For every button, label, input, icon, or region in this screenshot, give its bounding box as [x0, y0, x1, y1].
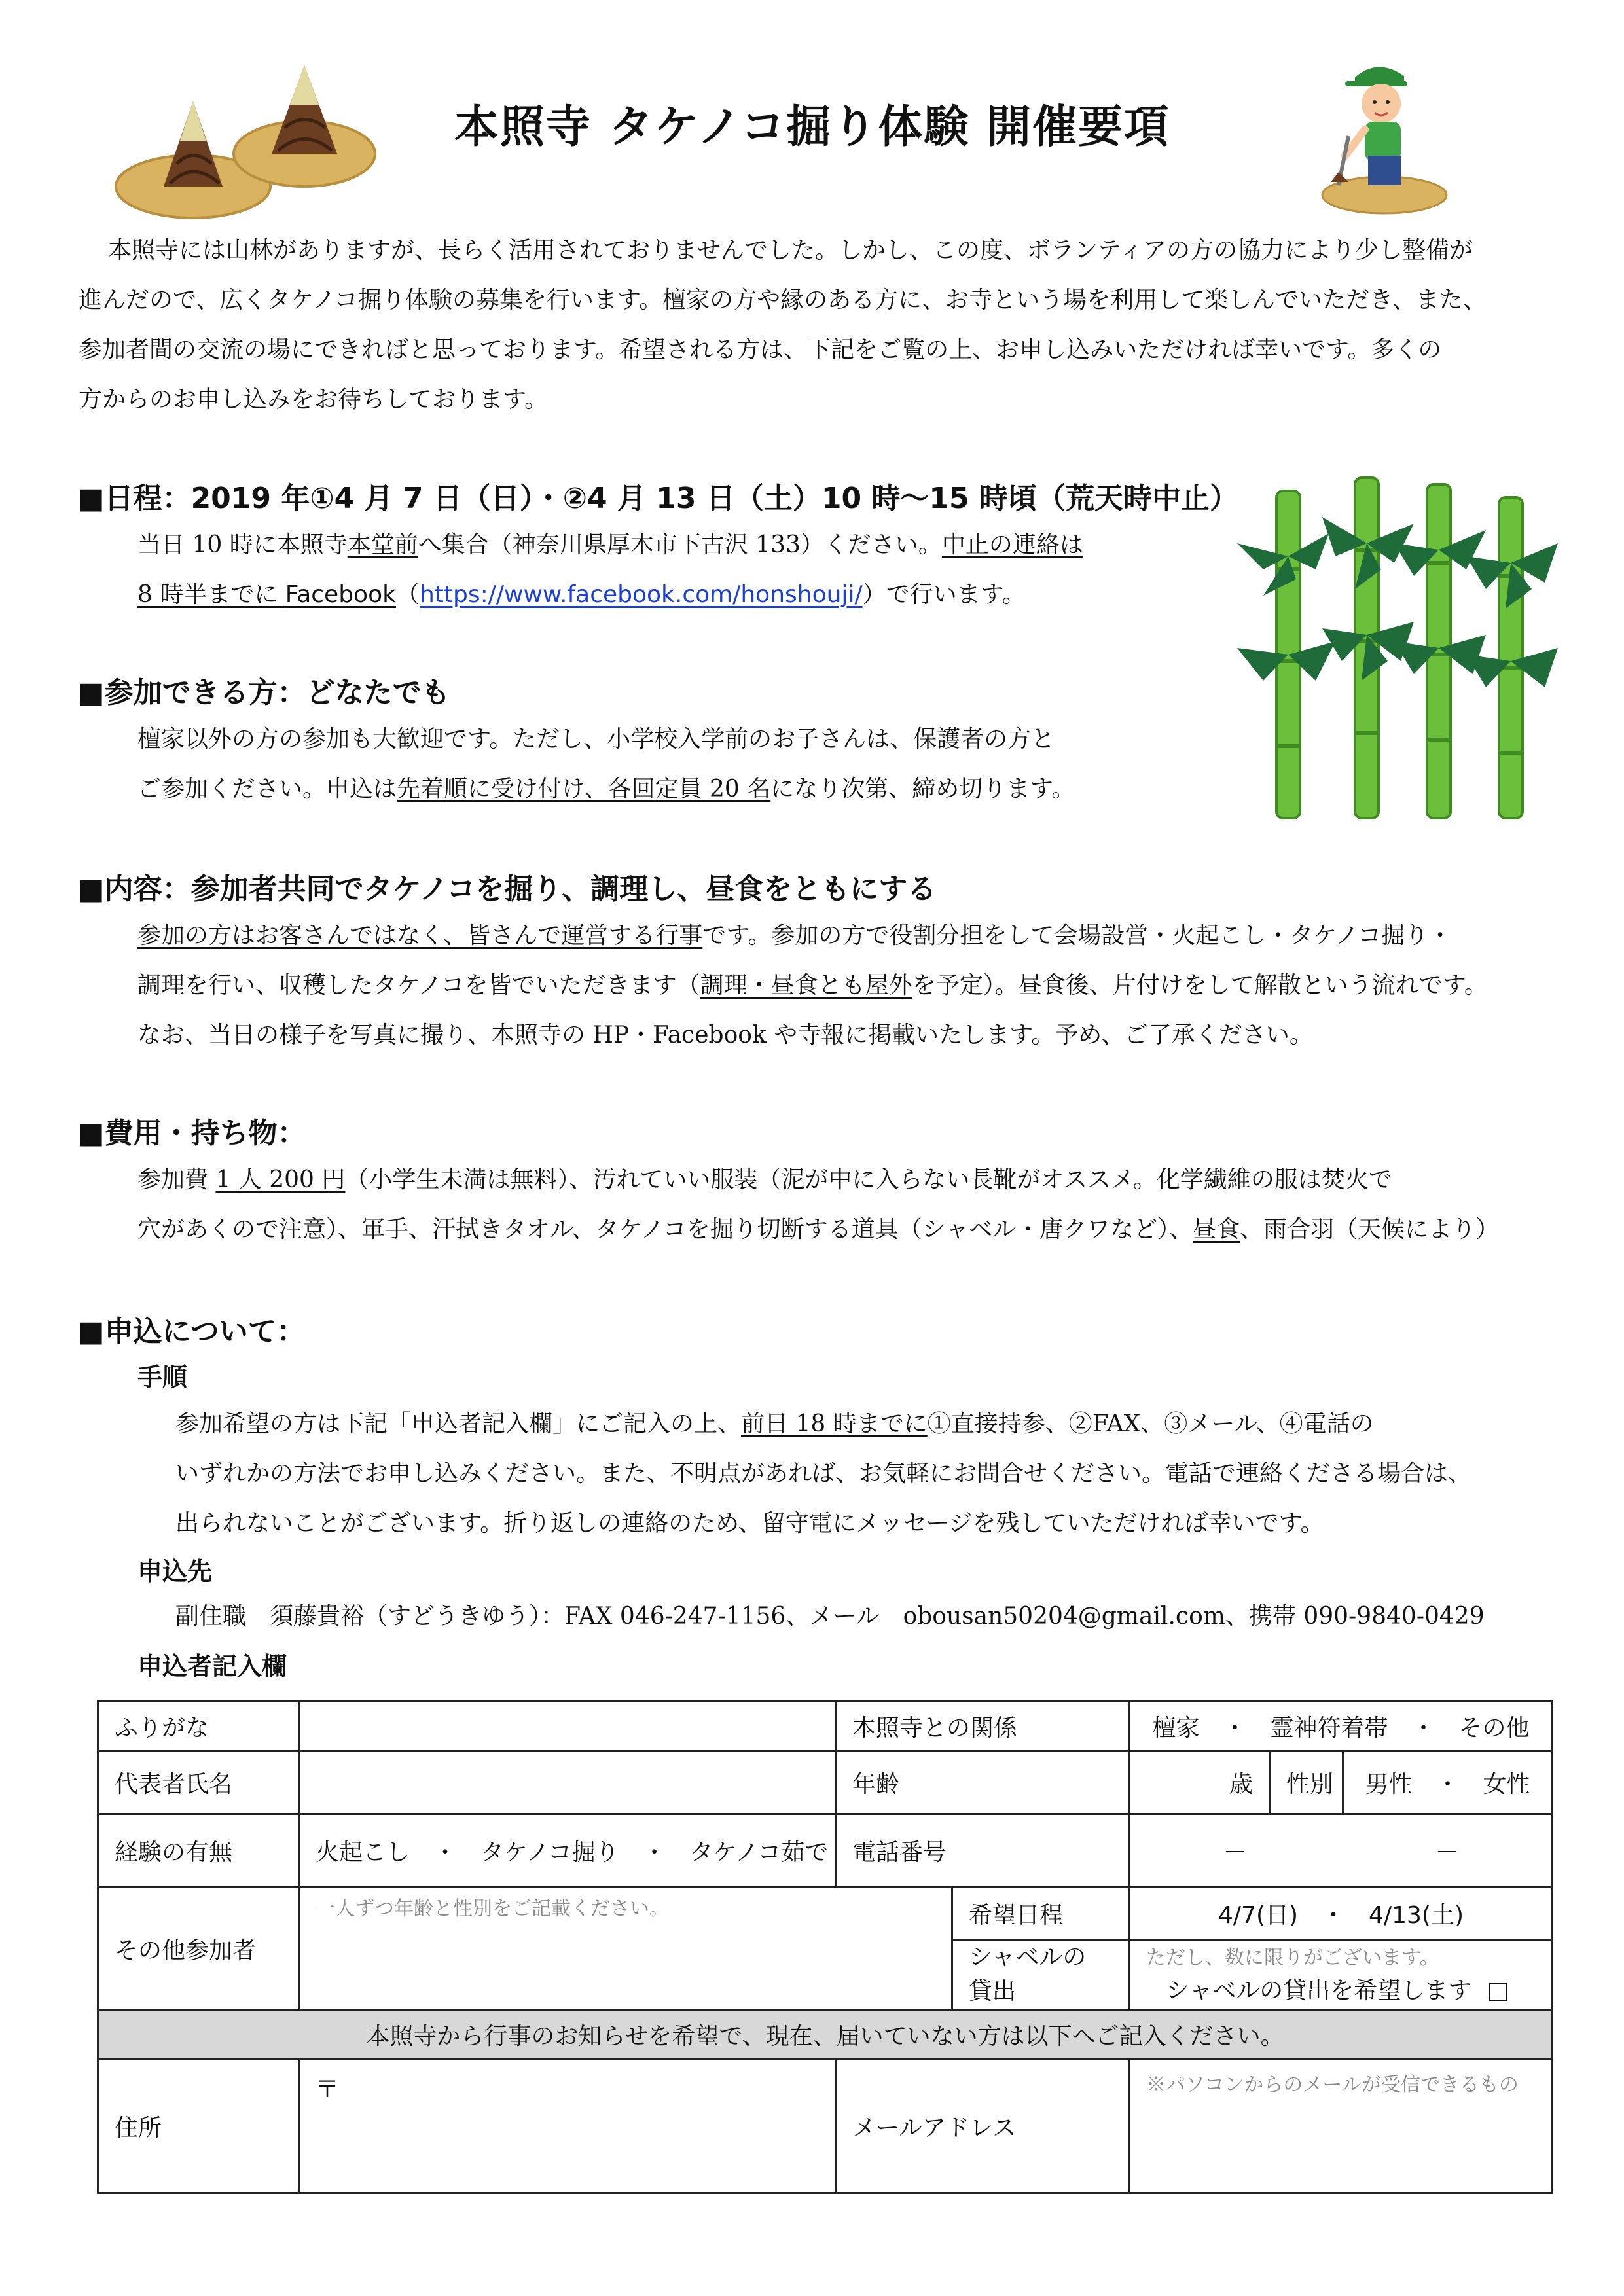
name-label: 代表者氏名	[98, 1751, 299, 1814]
intro-line: 参加者間の交流の場にできればと思っております。希望される方は、下記をご覧の上、お申し込みいただければ幸いです。多くの	[79, 336, 1442, 363]
schedule-text: ）で行います。	[862, 581, 1026, 608]
schedule-text: へ集合（神奈川県厚木市下古沢 133）ください。	[418, 531, 942, 558]
experience-options[interactable]: 火起こし ・ タケノコ掘り ・ タケノコ茹で	[299, 1814, 836, 1888]
shovel-hint: ただし、数に限りがございます。	[1146, 1946, 1439, 1969]
furigana-input[interactable]	[299, 1702, 836, 1751]
procedure-text: 出られないことがございます。折り返しの連絡のため、留守電にメッセージを残していただければ幸いです。	[175, 1510, 1324, 1537]
content-text: なお、当日の様子を写真に撮り、本照寺の HP・Facebook や寺報に掲載いたします。予め、ご了承ください。	[137, 1022, 1313, 1049]
content-text: です。参加の方で役割分担をして会場設営・火起こし・タケノコ掘り・	[702, 922, 1453, 949]
phone-label: 電話番号	[836, 1814, 1130, 1888]
facebook-label: Facebook	[285, 581, 396, 608]
application-form	[97, 1700, 1553, 2194]
application-heading: ■申込について：	[77, 1315, 306, 1348]
contact-info: 副住職 須藤貴裕（すどうきゆう）：FAX 046-247-1156、メール obousan50204@gmail.com、携帯 090-9840-0429	[175, 1603, 1485, 1630]
cost-text: 参加費	[137, 1166, 216, 1193]
schedule-text: （	[395, 581, 420, 608]
procedure-body	[175, 1399, 1471, 1549]
shovel-request[interactable]	[1130, 1940, 1553, 2010]
cost-heading: ■費用・持ち物：	[77, 1117, 306, 1150]
content-text: 調理を行い、収穫したタケノコを皆でいただきます（	[137, 972, 700, 999]
cancel-notice: 中止の連絡は	[941, 531, 1083, 558]
shovel-checkbox[interactable]: □	[1487, 1977, 1509, 2004]
others-label: その他参加者	[98, 1888, 299, 2010]
content-text: を予定）。昼食後、片付けをして解散という流れです。	[912, 972, 1488, 999]
shovel-option: シャベルの貸出を希望します	[1166, 1977, 1472, 2004]
lunch-note: 昼食	[1193, 1216, 1240, 1243]
experience-label: 経験の有無	[98, 1814, 299, 1888]
gender-options[interactable]: 男性 ・ 女性	[1343, 1751, 1553, 1814]
shovel-label-line: シャベルの	[969, 1944, 1087, 1971]
schedule-heading: ■日程：2019 年①4 月 7 日（日）・②4 月 13 日（土）10 時～15 時頃（荒天時中止）	[77, 482, 1238, 515]
intro-line: 方からのお申し込みをお待ちしております。	[79, 386, 549, 413]
assembly-place: 本堂前	[347, 531, 418, 558]
deadline-note: 前日 18 時までに	[741, 1410, 928, 1437]
cost-text: （小学生未満は無料）、汚れていい服装（泥が中に入らない長靴がオススメ。化学繊維の服は焚火で	[345, 1166, 1392, 1193]
age-unit: 歳	[1229, 1771, 1254, 1798]
email-label: メールアドレス	[836, 2060, 1130, 2193]
procedure-text: 参加希望の方は下記「申込者記入欄」にご記入の上、	[175, 1410, 742, 1437]
outdoor-note: 調理・昼食とも屋外	[700, 972, 912, 999]
relation-options[interactable]: 檀家 ・ 霊神符着帯 ・ その他	[1130, 1702, 1553, 1751]
email-input[interactable]	[1130, 2060, 1553, 2193]
furigana-label: ふりがな	[98, 1702, 299, 1751]
phone-input[interactable]: － －	[1130, 1814, 1553, 1888]
procedure-text: ①直接持参、②FAX、③メール、④電話の	[927, 1410, 1374, 1437]
page-title: 本照寺 タケノコ掘り体験 開催要項	[454, 101, 1170, 153]
schedule-text: 8 時半までに	[137, 581, 285, 608]
shovel-label	[952, 1940, 1130, 2010]
form-label: 申込者記入欄	[137, 1652, 287, 1681]
others-hint: 一人ずつ年齢と性別をご記載ください。	[316, 1897, 669, 1920]
eligibility-heading: ■参加できる方：どなたでも	[77, 676, 450, 709]
eligibility-text: ご参加ください。申込は	[137, 776, 397, 802]
others-input[interactable]	[299, 1888, 952, 2010]
email-hint: ※パソコンからのメールが受信できるもの	[1146, 2073, 1519, 2096]
fee-amount: 1 人 200 円	[215, 1166, 346, 1193]
bamboo-illustration	[1224, 471, 1564, 825]
eligibility-text: になり次第、締め切ります。	[770, 776, 1075, 802]
intro-line: 進んだので、広くタケノコ掘り体験の募集を行います。檀家の方や縁のある方に、お寺という場を利用して楽しんでいただき、また、	[79, 287, 1487, 314]
cost-text: 穴があくので注意）、軍手、汗拭きタオル、タケノコを掘り切断する道具（シャベル・唐クワなど）、	[137, 1216, 1193, 1243]
schedule-text: 当日 10 時に本照寺	[137, 531, 348, 558]
content-body	[137, 911, 1488, 1060]
cost-text: 、雨合羽（天候により）	[1240, 1216, 1500, 1243]
gender-label: 性別	[1270, 1751, 1343, 1814]
intro-paragraph	[79, 226, 1545, 425]
eligibility-body	[137, 715, 1075, 814]
schedule-body	[137, 520, 1083, 620]
notice-banner: 本照寺から行事のお知らせを希望で、現在、届いていない方は以下へご記入ください。	[98, 2010, 1553, 2060]
capacity-note: 先着順に受け付け、各回定員 20 名	[397, 776, 771, 802]
age-input[interactable]	[1130, 1751, 1270, 1814]
name-input[interactable]	[299, 1751, 836, 1814]
cost-body	[137, 1155, 1499, 1255]
shovel-label-line: 貸出	[969, 1978, 1017, 2005]
address-input[interactable]	[299, 2060, 836, 2193]
intro-line: 本照寺には山林がありますが、長らく活用されておりませんでした。しかし、この度、ボランティアの方の協力により少し整備が	[108, 237, 1473, 264]
procedure-label: 手順	[137, 1363, 188, 1391]
relation-label: 本照寺との関係	[836, 1702, 1130, 1751]
participation-note: 参加の方はお客さんではなく、皆さんで運営する行事	[137, 922, 703, 949]
eligibility-text: 檀家以外の方の参加も大歓迎です。ただし、小学校入学前のお子さんは、保護者の方と	[137, 726, 1055, 753]
facebook-link[interactable]: https://www.facebook.com/honshouji/	[419, 581, 863, 608]
procedure-text: いずれかの方法でお申し込みください。また、不明点があれば、お気軽にお問合せください。電話で連絡くださる場合は、	[175, 1460, 1472, 1487]
age-label: 年齢	[836, 1751, 1130, 1814]
content-heading: ■内容：参加者共同でタケノコを掘り、調理し、昼食をともにする	[77, 872, 937, 906]
date-options[interactable]: 4/7(日) ・ 4/13(土)	[1130, 1888, 1553, 1940]
address-label: 住所	[98, 2060, 299, 2193]
date-label: 希望日程	[952, 1888, 1130, 1940]
postal-mark: 〒	[316, 2076, 340, 2103]
contact-label: 申込先	[137, 1557, 213, 1586]
